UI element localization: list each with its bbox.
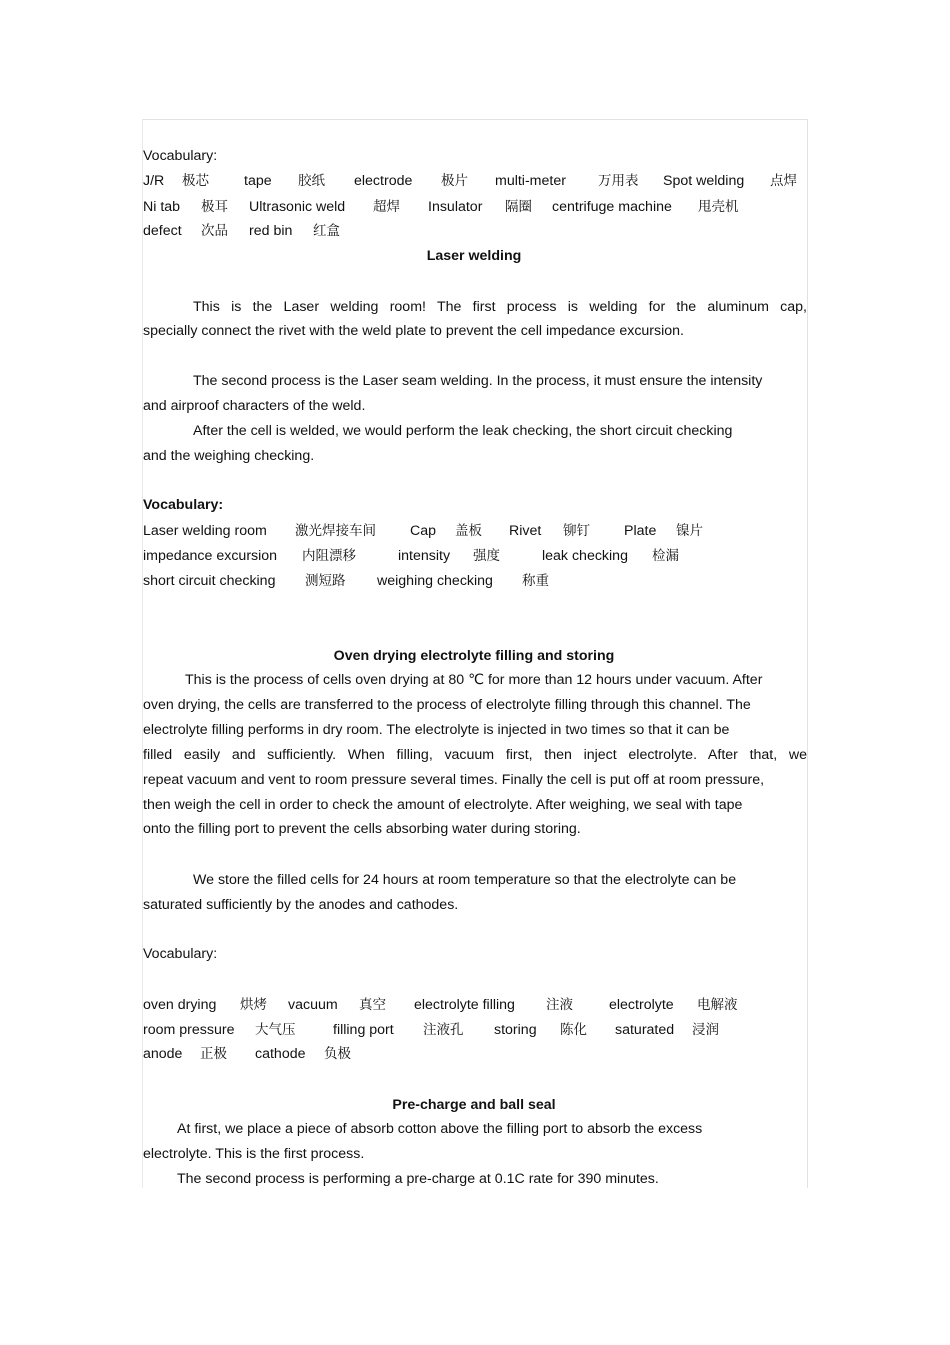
vocab-translation: 负极 xyxy=(324,1046,351,1062)
vocab1-title: Vocabulary: xyxy=(143,148,218,164)
vocab-term: vacuum xyxy=(288,997,338,1013)
vocab-term: defect xyxy=(143,223,182,239)
vocab-term: centrifuge machine xyxy=(552,199,672,215)
laser-heading: Laser welding xyxy=(426,248,522,264)
paragraph-line: electrolyte. This is the first process. xyxy=(143,1146,365,1162)
paragraph-line: and the weighing checking. xyxy=(143,448,315,464)
paragraph-line: This is the process of cells oven drying at 80 ℃ for more than 12 hours under vacuum. After xyxy=(185,672,763,688)
vocab-term: weighing checking xyxy=(377,573,493,589)
vocab-term: impedance excursion xyxy=(143,548,278,564)
vocab-translation: 超焊 xyxy=(373,199,400,215)
vocab-translation: 强度 xyxy=(473,548,500,564)
paragraph-line: specially connect the rivet with the weld plate to prevent the cell impedance excursion. xyxy=(143,323,684,339)
vocab-term: electrolyte xyxy=(609,997,674,1013)
oven-vocab-title: Vocabulary: xyxy=(143,946,218,962)
vocab-translation: 注液 xyxy=(546,997,573,1013)
vocab-translation: 内阻漂移 xyxy=(302,548,356,564)
vocab-term: Plate xyxy=(624,523,657,539)
paragraph-line: and airproof characters of the weld. xyxy=(143,398,366,414)
paragraph-line: repeat vacuum and vent to room pressure several times. Finally the cell is put off at room pressure, xyxy=(143,772,765,788)
vocab-term: Laser welding room xyxy=(143,523,267,539)
paragraph-line: saturated sufficiently by the anodes and cathodes. xyxy=(143,897,459,913)
paragraph-line: filled easily and sufficiently. When filling, vacuum first, then inject electrolyte. After that, we xyxy=(143,747,807,763)
vocab-translation: 红盒 xyxy=(313,223,340,239)
vocab-term: J/R xyxy=(143,173,165,189)
vocab-translation: 浸润 xyxy=(692,1022,719,1038)
precharge-heading: Pre-charge and ball seal xyxy=(392,1097,556,1113)
vocab-term: oven drying xyxy=(143,997,217,1013)
vocab-term: anode xyxy=(143,1046,183,1062)
vocab-translation: 大气压 xyxy=(255,1022,296,1038)
vocab-translation: 真空 xyxy=(359,997,386,1013)
vocab-translation: 检漏 xyxy=(652,548,679,564)
vocab-translation: 铆钉 xyxy=(563,523,590,539)
vocab-translation: 镍片 xyxy=(676,523,703,539)
paragraph-line: electrolyte filling performs in dry room. The electrolyte is injected in two times so that it can be xyxy=(143,722,730,738)
vocab-translation: 次品 xyxy=(201,223,228,239)
vocab-translation: 测短路 xyxy=(305,573,346,589)
vocab-translation: 胶纸 xyxy=(298,173,325,189)
vocab-translation: 极耳 xyxy=(201,199,228,215)
vocab-translation: 注液孔 xyxy=(423,1022,464,1038)
vocab-translation: 称重 xyxy=(522,573,549,589)
vocab-term: Cap xyxy=(410,523,437,539)
paragraph-line: The second process is the Laser seam welding. In the process, it must ensure the intensity xyxy=(193,373,763,389)
vocab-term: Insulator xyxy=(428,199,483,215)
vocab-translation: 隔圈 xyxy=(505,199,532,215)
vocab-translation: 极芯 xyxy=(182,173,209,189)
vocab-term: multi-meter xyxy=(495,173,566,189)
vocab-term: Ni tab xyxy=(143,199,181,215)
vocab-term: electrode xyxy=(354,173,413,189)
oven-heading: Oven drying electrolyte filling and storing xyxy=(333,648,615,664)
vocab-translation: 万用表 xyxy=(598,173,639,189)
vocab-translation: 盖板 xyxy=(455,523,482,539)
vocab-translation: 正极 xyxy=(200,1046,227,1062)
vocab-term: tape xyxy=(244,173,272,189)
laser-vocab-title: Vocabulary: xyxy=(143,497,224,513)
paragraph-line: At first, we place a piece of absorb cotton above the filling port to absorb the excess xyxy=(177,1121,703,1137)
vocab-term: electrolyte filling xyxy=(414,997,515,1013)
vocab-translation: 陈化 xyxy=(560,1022,587,1038)
paragraph-line: After the cell is welded, we would perform the leak checking, the short circuit checking xyxy=(193,423,733,439)
vocab-term: leak checking xyxy=(542,548,628,564)
vocab-term: intensity xyxy=(398,548,451,564)
vocab-translation: 甩壳机 xyxy=(698,199,739,215)
paragraph-line: then weigh the cell in order to check the amount of electrolyte. After weighing, we seal with tape xyxy=(143,797,743,813)
vocab-term: short circuit checking xyxy=(143,573,276,589)
vocab-term: Ultrasonic weld xyxy=(249,199,346,215)
vocab-term: filling port xyxy=(333,1022,394,1038)
paragraph-line: We store the filled cells for 24 hours at room temperature so that the electrolyte can be xyxy=(193,872,737,888)
vocab-term: storing xyxy=(494,1022,537,1038)
vocab-term: Spot welding xyxy=(663,173,745,189)
vocab-translation: 电解液 xyxy=(697,997,738,1013)
vocab-term: saturated xyxy=(615,1022,675,1038)
vocab-term: cathode xyxy=(255,1046,306,1062)
vocab-translation: 点焊 xyxy=(770,173,797,189)
vocab-term: Rivet xyxy=(509,523,542,539)
vocab-term: red bin xyxy=(249,223,293,239)
paragraph-line: oven drying, the cells are transferred to the process of electrolyte filling through this channel. The xyxy=(143,697,751,713)
vocab-translation: 激光焊接车间 xyxy=(295,523,376,539)
vocab-translation: 极片 xyxy=(441,173,468,189)
paragraph-line: onto the filling port to prevent the cells absorbing water during storing. xyxy=(143,821,581,837)
paragraph-line: This is the Laser welding room! The first process is welding for the aluminum cap, xyxy=(193,299,807,315)
vocab-translation: 烘烤 xyxy=(240,997,267,1013)
paragraph-line: The second process is performing a pre-charge at 0.1C rate for 390 minutes. xyxy=(177,1171,659,1187)
vocab-term: room pressure xyxy=(143,1022,235,1038)
